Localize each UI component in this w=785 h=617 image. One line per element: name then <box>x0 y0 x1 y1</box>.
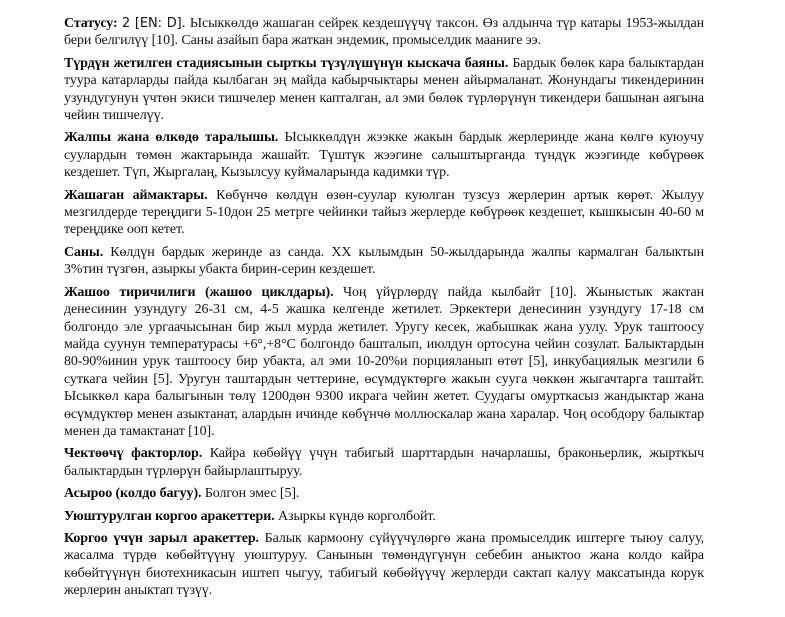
paragraph-distribution <box>64 129 704 181</box>
section-body: Болгон эмес [5]. <box>204 486 300 502</box>
status-code: 2 [EN: D]. <box>121 16 186 31</box>
section-heading: Жашаган аймактары. <box>64 187 208 203</box>
section-heading: Саны. <box>64 244 104 260</box>
section-body: Бардык бөлөк кара балыктардан туура катарларды пайда кылбаган эң майда кабырчыктары менен айырмаланат. Жонундагы тикендеринин узундугунун үчтөн экиси тишчелер менен капталган, ал эми бөлөк түрлөрүнүн тикендери башынан аягына чейин тишчелүү. <box>64 55 704 124</box>
paragraph-habitat <box>64 187 704 239</box>
section-heading: Чектөөчү факторлор. <box>64 446 203 462</box>
section-heading: Асыроо (колдо багуу). <box>64 486 202 502</box>
section-heading: Коргоо үчүн зарыл аракеттер. <box>64 530 259 546</box>
paragraph-biology-lifecycle <box>64 284 704 441</box>
paragraph-current-protection <box>64 508 704 525</box>
paragraph-needed-protection <box>64 530 704 600</box>
section-heading: Статусу: <box>64 16 118 31</box>
paragraph-morphology-description <box>64 55 704 125</box>
section-body: Ысыккөлдүн жээкке жакын бардык жерлеринде жана көлгө куюучу суулардын төмөн жактарында жашайт. Түштүк жээгине салыштырганда түндүк жээгинде көбүрөөк кездешет. Түп, Жыргалаң, Кызылсуу куймаларында кадимки түр. <box>64 130 704 181</box>
section-body: Кайра көбөйүү үчүн табигый шарттардын начарлашы, браконьерлик, жырткыч балыктардын түрлөрүн байырлаштыруу. <box>64 446 705 479</box>
paragraph-limiting-factors <box>64 445 704 480</box>
section-body: Чоң үйүрлөрдү пайда кылбайт [10]. Жыныстык жактан денесинин узундугу 26-31 см, 4-5 жашка келгенде жетилет. Эркектери денесинин узундугу 17-18 см болгондо эле ургаачысынан бир жыл мурда жетилет. Уругу кесек, жабышкак жана уулу. Урук таштоосу майда суунун температурасы +6°,+8°С болгондо башталып, июлдун ортосуна чейин созулат. Балыктардын 80-90%инин урук таштоосу бир убакта, ал эми 10-20%и порцияланып өтөт [5], инкубациялык мезгили 6 суткага чейин [5]. Уругун таштардын четтерине, өсүмдүктөргө жакын сууга чөккөн жыгачтарга таштайт. Ысыккөл кара балыгынын төлү 1200дөн 9300 икрага чейин жетет. Суудагы омурткасыз жандыктар жана өсүмдүктөр менен азыктанат, алардын ичинде көбүнчө моллюскалар жана харалар. Чоң особдору балыктар менен да тамактанат [10]. <box>64 284 704 439</box>
paragraph-population <box>64 244 704 279</box>
paragraph-status <box>64 15 704 50</box>
section-body: Балык кармоону сүйүүчүлөргө жана промыселдик иштерге тыюу салуу, жасалма түрдө көбөйтүүнү уюштуруу. Санынын төмөндүгүнүн себебин аныктоо жана колдо кайра көбөйтүүнүн биотехникасын иштеп чыгуу, табигый көбөйүүчү жерлерди сактап калуу максатында корук жерлерин аныктап түзүү. <box>64 530 704 599</box>
section-heading: Жашоо тиричилиги (жашоо циклдары). <box>64 284 334 300</box>
section-body: Азыркы күндө корголбойт. <box>278 508 436 524</box>
section-body: Көлдүн бардык жеринде аз санда. XX кылымдын 50-жылдарында жалпы кармалган балыктын 3%тин түзгөн, азыркы убакта бирин-серин кездешет. <box>64 244 704 278</box>
section-body: Ысыккөлдө жашаган сейрек кездешүүчү таксон. Өз алдынча түр катары 1953-жылдан бери белгилүү [10]. Саны азайып бара жаткан эндемик, промыселдик мааниге ээ. <box>64 16 704 49</box>
section-heading: Жалпы жана өлкөдө таралышы. <box>64 130 279 146</box>
paragraph-captive-breeding <box>64 485 704 502</box>
section-heading: Уюштурулган коргоо аракеттери. <box>64 508 275 524</box>
section-body: Көбүнчө көлдүн өзөн-суулар куюлган тузсуз жерлерин артык көрөт. Жылуу мезгилдерде тереңдиги 5-10дон 25 метрге чейинки тайыз жерлерде көбүрөөк кездешет, кышкысын 40-60 м тереңдике ооп кетет. <box>64 187 704 238</box>
section-heading: Түрдүн жетилген стадиясынын сырткы түзүлүшүнүн кыскача баяны. <box>64 55 509 71</box>
